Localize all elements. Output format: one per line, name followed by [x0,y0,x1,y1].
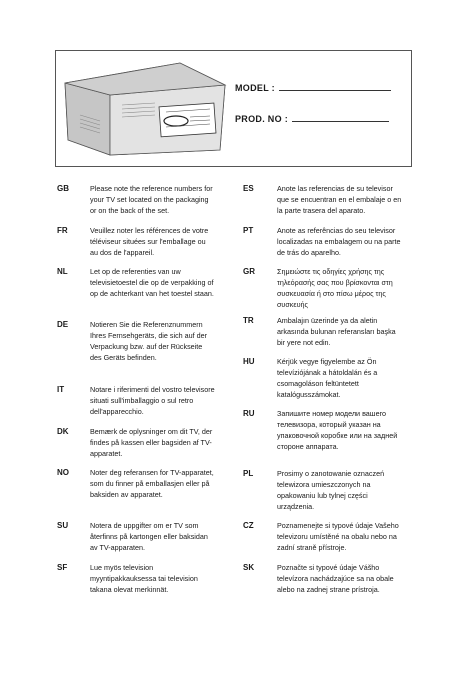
language-text: Poznačte si typové údaje Vášho televízora nachádzajúce sa na obale alebo na zadnej strane prístroja. [277,563,394,594]
language-code: CZ [243,521,254,530]
language-code: GR [243,267,255,276]
language-code: RU [243,409,255,418]
language-text: Prosimy o zanotowanie oznaczeń telewizora umieszczonych na opakowaniu lub tylnej części urządzenia. [277,469,385,511]
model-field [235,83,391,93]
language-code: NO [57,468,69,477]
language-text: Anote as referências do seu televisor localizadas na embalagem ou na parte de trás do aparelho. [277,226,401,257]
language-code: TR [243,316,254,325]
language-text: Bemærk de oplysninger om dit TV, der findes på kassen eller bagsiden af TV-apparatet. [90,427,213,458]
language-text: Noter deg referansen for TV-apparatet, som du finner på emballasjen eller på baksiden av apparatet. [90,468,214,499]
language-text: Let op de referenties van uw televisietoestel die op de verpakking of op de achterkant van het toestel staan. [90,267,214,298]
language-text: Notera de uppgifter om er TV som återfinns på kartongen eller baksidan av TV-apparaten. [90,521,208,552]
language-text: Lue myös television myyntipakkauksessa tai television takana olevat merkinnät. [90,563,198,594]
language-code: SF [57,563,68,572]
language-text: Notare i riferimenti del vostro televisore situati sull'imballaggio o sul retro dell'apparecchio. [90,385,215,416]
language-code: ES [243,184,254,193]
tv-back-illustration [60,55,230,160]
language-code: HU [243,357,255,366]
model-label: MODEL : [235,83,275,93]
language-text: Veuillez noter les références de votre téléviseur situées sur l'emballage ou au dos de l'appareil. [90,226,209,257]
language-code: IT [57,385,65,394]
model-blank-line [279,90,391,91]
language-text: Notieren Sie die Referenznummern Ihres Fernsehgeräts, die sich auf der Verpackung bzw. auf der Rückseite des Geräts befinden. [90,320,208,362]
language-text: Запишите номер модели вашего телевизора, который указан на упаковочной коробке или на задней стороне аппарата. [277,409,398,451]
prod-no-blank-line [292,121,389,122]
language-text: Ambalajın üzerinde ya da aletin arkasında bulunan referansları başka bir yere not edin. [277,316,396,347]
language-code: NL [57,267,68,276]
language-code: PT [243,226,254,235]
language-text: Poznamenejte si typové údaje Vašeho televizoru umístěné na obalu nebo na zadní straně přístroje. [277,521,399,552]
language-code: PL [243,469,254,478]
language-text: Σημειώστε τις οδηγίες χρήσης της τηλεόρασής σας που βρίσκονται στη συσκευασία ή στο πίσω μέρος της συσκευής [277,267,393,309]
language-code: DE [57,320,69,329]
language-code: SU [57,521,69,530]
prod-no-label: PROD. NO : [235,114,289,124]
prod-no-field [235,114,389,124]
language-code: DK [57,427,69,436]
language-text: Kérjük vegye figyelembe az Ön televíziójának a hátoldalán és a csomagoláson feltüntetett katalógusszámokat. [277,357,378,399]
language-text: Please note the reference numbers for your TV set located on the packaging or on the back of the set. [90,184,213,215]
language-code: SK [243,563,255,572]
language-text: Anote las referencias de su televisor que se encuentran en el embalaje o en la parte trasera del aparato. [277,184,402,215]
language-code: GB [57,184,69,193]
language-code: FR [57,226,68,235]
